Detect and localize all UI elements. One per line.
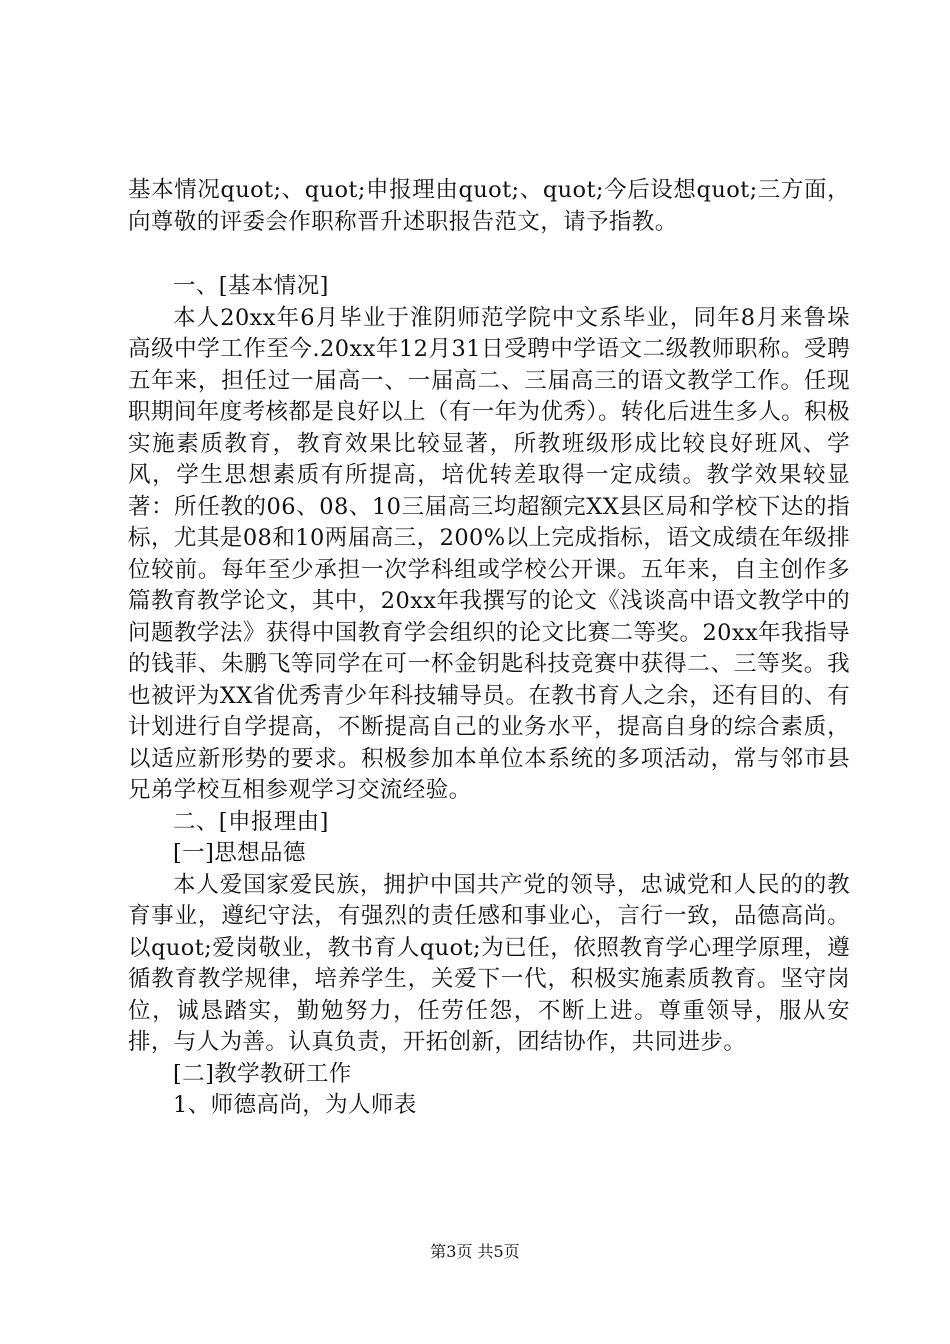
document-body xyxy=(128,175,850,1122)
section-heading-application-reasons: 二、[申报理由] xyxy=(173,808,329,835)
page-footer xyxy=(0,1242,950,1262)
paragraph-gap xyxy=(128,238,850,271)
subsection-body-morality: 本人爱国家爱民族，拥护中国共产党的领导，忠诚党和人民的的教育事业，遵纪守法，有强烈的责任感和事业心，言行一致，品德高尚。以quot;爱岗敬业，教书育人quot;为已任，依照教育学心理学原理，遵循教育教学规律，培养学生，关爱下一代，积极实施素质教育。坚守岗位，诚恳踏实，勤勉努力，任劳任怨，不断上进。尊重领导，服从安排，与人为善。认真负责，开拓创新，团结协作，共同进步。 xyxy=(128,871,850,1055)
subsection-heading-morality: [一]思想品德 xyxy=(173,840,306,866)
section-body-basic-info: 本人20xx年6月毕业于淮阴师范学院中文系毕业，同年8月来鲁垛高级中学工作至今.20xx年12月31日受聘中学语文二级教师职称。受聘五年来，担任过一届高一、一届高二、三届高三的语文教学工作。任现职期间年度考核都是良好以上（有一年为优秀）。转化后进生多人。积极实施素质教育，教育效果比较显著，所教班级形成比较良好班风、学风，学生思想素质有所提高，培优转差取得一定成绩。教学效果较显著：所任教的06、08、10三届高三均超额完XX县区局和学校下达的指标，尤其是08和10两届高三，200%以上完成指标，语文成绩在年级排位较前。每年至少承担一次学科组或学校公开课。五年来，自主创作多篇教育教学论文，其中，20xx年我撰写的论文《浅谈高中语文教学中的问题教学法》获得中国教育学会组织的论文比赛二等奖。20xx年我指导的钱菲、朱鹏飞等同学在可一杯金钥匙科技竞赛中获得二、三等奖。我也被评为XX省优秀青少年科技辅导员。在教书育人之余，还有目的、有计划进行自学提高，不断提高自己的业务水平，提高自身的综合素质，以适应新形势的要求。积极参加本单位本系统的多项活动，常与邻市县兄弟学校互相参观学习交流经验。 xyxy=(128,304,850,803)
subsection-heading-teaching-research: [二]教学教研工作 xyxy=(173,1060,352,1087)
section-heading-basic-info: 一、[基本情况] xyxy=(173,273,329,299)
intro-paragraph: 基本情况quot;、quot;申报理由quot;、quot;今后设想quot;三方面，向尊敬的评委会作职称晋升述职报告范文，请予指教。 xyxy=(128,177,850,235)
item-heading-teacher-ethics: 1、师德高尚，为人师表 xyxy=(173,1092,417,1118)
page-indicator: 第3页 共5页 xyxy=(430,1242,520,1261)
